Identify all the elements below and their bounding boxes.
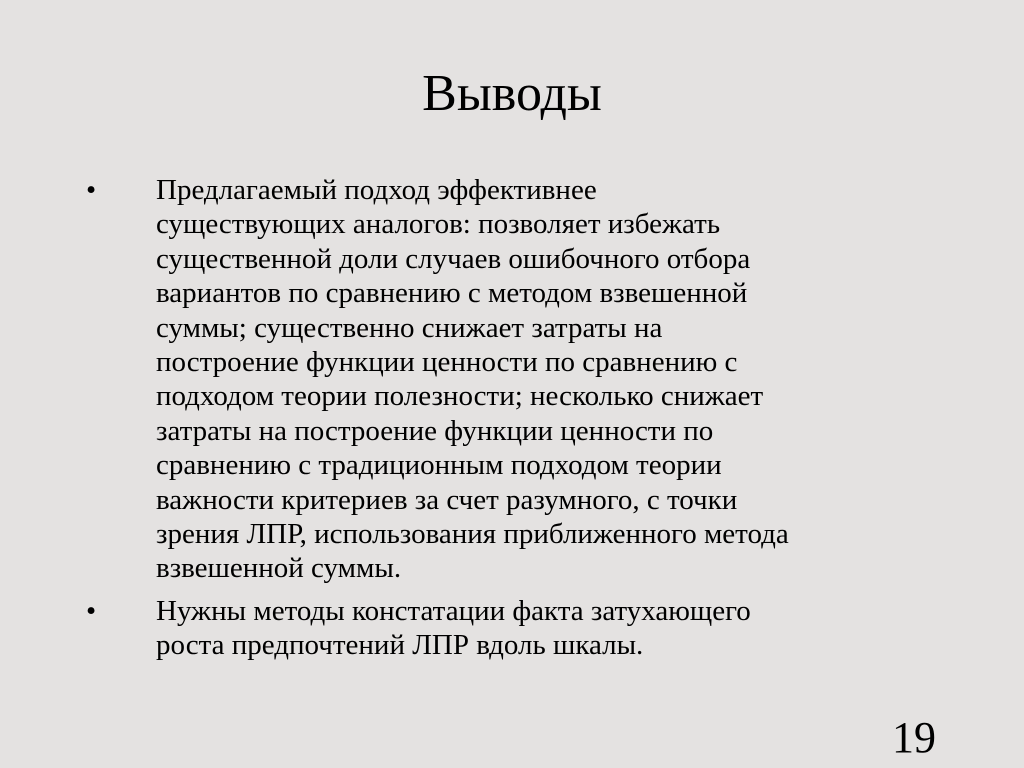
bullet-text-line: взвешенной суммы. bbox=[156, 552, 402, 585]
bullet-item bbox=[86, 173, 966, 586]
bullet-text-line: суммы; существенно снижает затраты на bbox=[156, 311, 663, 344]
bullet-text-line: затраты на построение функции ценности по bbox=[156, 414, 714, 447]
bullet-text-line: Нужны методы констатации факта затухающего bbox=[156, 594, 751, 627]
bullet-text-line: Предлагаемый подход эффективнее bbox=[156, 174, 597, 206]
bullet-text-line: зрения ЛПР, использования приближенного метода bbox=[156, 518, 789, 551]
bullet-text-line: подходом теории полезности; несколько снижает bbox=[156, 380, 764, 413]
page-number: 19 bbox=[892, 713, 936, 762]
bullet-dot-icon: • bbox=[86, 174, 97, 206]
slide-title: Выводы bbox=[422, 65, 602, 122]
bullet-text-line: вариантов по сравнению с методом взвешенной bbox=[156, 277, 748, 310]
bullet-text-line: роста предпочтений ЛПР вдоль шкалы. bbox=[156, 629, 644, 662]
bullet-text-line: существующих аналогов: позволяет избежать bbox=[156, 208, 721, 241]
bullet-list bbox=[86, 173, 966, 671]
bullet-item bbox=[86, 594, 966, 663]
bullet-text-line: построение функции ценности по сравнению с bbox=[156, 346, 738, 379]
bullet-text-line: важности критериев за счет разумного, с точки bbox=[156, 483, 738, 516]
bullet-text-line: сравнению с традиционным подходом теории bbox=[156, 449, 722, 482]
bullet-text-line: существенной доли случаев ошибочного отбора bbox=[156, 242, 751, 275]
bullet-dot-icon: • bbox=[86, 594, 97, 627]
